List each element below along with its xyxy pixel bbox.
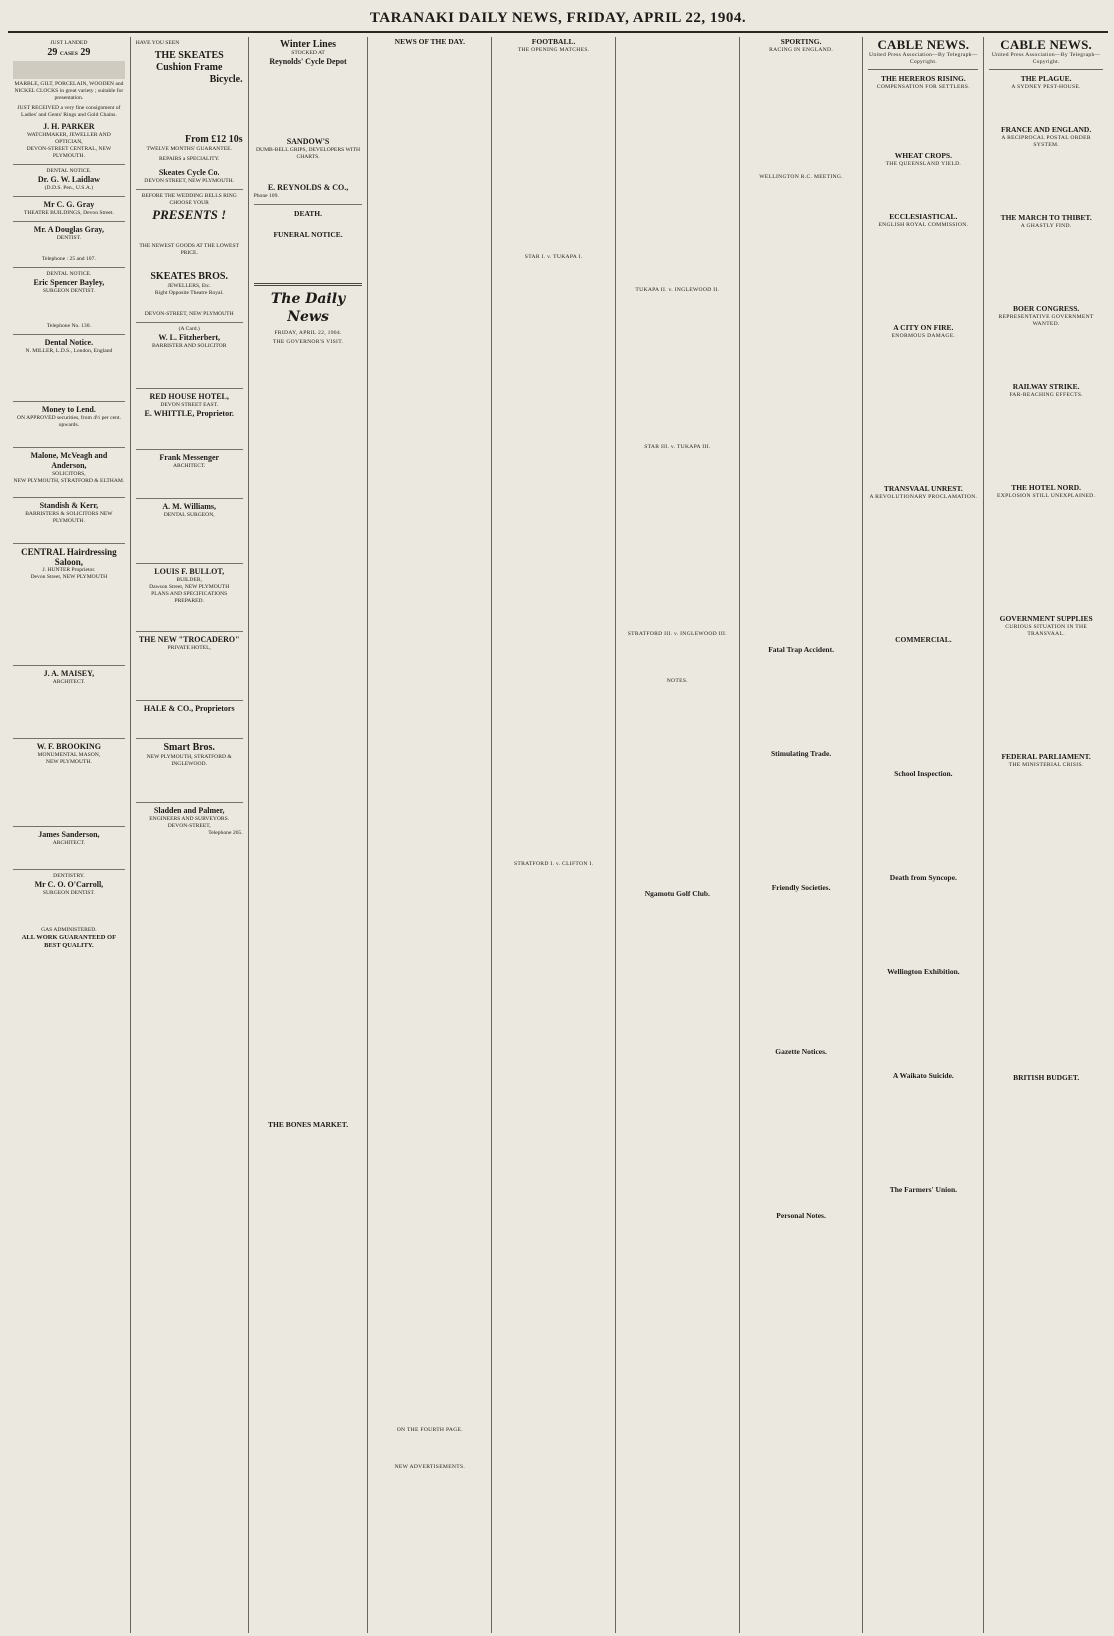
ad-smart-name: Smart Bros.: [163, 742, 215, 753]
ad-sanderson: [13, 827, 125, 870]
ad-carroll: [13, 870, 125, 954]
football-sub: THE OPENING MATCHES.: [517, 47, 590, 53]
ecclesiastical-heading: ECCLESIASTICAL.: [889, 212, 958, 221]
ad-carroll-name: Mr C. O. O'Carroll,: [34, 880, 104, 889]
federal-parliament-sub: THE MINISTERIAL CRISIS.: [1008, 762, 1084, 768]
railway-strike-sub: FAR-REACHING EFFECTS.: [1009, 392, 1083, 398]
ad-bayley: [13, 268, 125, 335]
news-of-day-heading: NEWS OF THE DAY.: [394, 37, 465, 46]
ad-williams: [136, 499, 243, 564]
ad-clocks-body: MARBLE, GILT, PORCELAIN, WOODEN and NICKEL CLOCKS in great variety ; suitable for presentation.: [14, 81, 124, 101]
bones-market-heading: THE BONES MARKET.: [267, 1120, 349, 1130]
cable-news-sub-2: United Press Association—By Telegraph—Copyright.: [991, 52, 1101, 65]
ad-reynolds-name: E. REYNOLDS & CO.,: [267, 183, 349, 192]
ad-winter-store: Reynolds' Cycle Depot: [269, 57, 347, 66]
columns: [8, 37, 1108, 1633]
ad-carroll-foot2: ALL WORK GUARANTEED OF BEST QUALITY.: [21, 934, 117, 949]
ad-carroll-foot: GAS ADMINISTERED.: [41, 927, 97, 933]
ad-malone: [13, 448, 125, 498]
ad-dental-sub: N. MILLER, L.D.S., London, England: [25, 348, 113, 354]
ad-skeates-title2: Bicycle.: [209, 74, 243, 85]
ad-messenger: [136, 450, 243, 499]
ad-sladden: [136, 803, 243, 841]
ad-trocadero-name: THE NEW "TROCADERO": [138, 635, 240, 644]
ad-red-house: [136, 389, 243, 450]
ad-brooking-sub: MONUMENTAL MASON,: [37, 752, 101, 758]
commercial-heading: COMMERCIAL.: [895, 635, 952, 644]
ecclesiastical-sub: ENGLISH ROYAL COMMISSION.: [878, 222, 969, 228]
football-notes-heading: NOTES.: [666, 678, 688, 684]
ad-parker-sub: WATCHMAKER, JEWELLER AND OPTICIAN,: [27, 132, 111, 145]
ad-presents: [136, 190, 243, 323]
ad-williams-name: A. M. Williams,: [162, 502, 217, 511]
ad-clocks-lead: JUST LANDED: [50, 40, 88, 46]
ad-red-house-prop: E. WHITTLE, Proprietor.: [144, 409, 234, 418]
ad-carroll-sub: SURGEON DENTIST.: [42, 890, 95, 896]
ad-skeates-title: THE SKEATES Cushion Frame: [154, 50, 224, 73]
hereros-heading: THE HEREROS RISING.: [880, 74, 966, 83]
ad-fitz-sub: BARRISTER AND SOLICITOR: [151, 343, 227, 349]
racing-england-sub: RACING IN ENGLAND.: [769, 47, 834, 53]
ad-skeates-cycle: [136, 37, 243, 190]
plague-heading: THE PLAGUE.: [1020, 74, 1072, 83]
ad-parker-addr: DEVON-STREET CENTRAL, NEW PLYMOUTH.: [26, 146, 112, 159]
ad-brooking-name: W. F. BROOKING: [36, 742, 102, 751]
ad-sladden-name: Sladden and Palmer,: [153, 806, 225, 815]
ad-sanderson-sub: ARCHITECT.: [52, 840, 86, 846]
paper-dateline: FRIDAY, APRIL 22, 1904.: [274, 330, 342, 337]
column-9: [984, 37, 1108, 1633]
death-text: [254, 219, 363, 226]
ad-skeates-guarantee: TWELVE MONTHS' GUARANTEE.: [146, 146, 232, 152]
ad-douglas-gray: [13, 222, 125, 268]
gazette-heading: Gazette Notices.: [775, 1047, 827, 1056]
ad-maisey-name: J. A. MAISEY,: [43, 669, 95, 678]
wellington-rc-heading: WELLINGTON R.C. MEETING.: [759, 174, 843, 180]
farmers-union-heading: The Farmers' Union.: [889, 1185, 957, 1194]
column-3: [249, 37, 369, 1633]
ad-bullot: [136, 564, 243, 632]
ad-fitz-card: (A Card.): [178, 326, 200, 332]
plague-sub: A SYDNEY PEST-HOUSE.: [1011, 84, 1081, 90]
boer-congress-sub: REPRESENTATIVE GOVERNMENT WANTED.: [998, 314, 1094, 327]
ad-douglas-sub: DENTIST.: [56, 235, 82, 241]
masthead: TARANAKI DAILY NEWS, FRIDAY, APRIL 22, 1904.: [8, 8, 1108, 33]
ad-central: [13, 544, 125, 666]
ad-messenger-sub: ARCHITECT.: [173, 463, 206, 469]
ad-bayley-label: DENTAL NOTICE.: [46, 271, 92, 277]
ad-gray-name: Mr C. G. Gray: [43, 200, 95, 209]
match-tukapa-inglewood: TUKAPA II. v. INGLEWOOD II.: [635, 287, 720, 293]
thibet-heading: THE MARCH TO THIBET.: [1000, 213, 1092, 222]
ad-maisey-sub: ARCHITECT.: [52, 679, 86, 685]
ad-douglas-phone: Telephone : 25 and 107.: [41, 256, 96, 262]
ad-malone-addr: NEW PLYMOUTH, STRATFORD & ELTHAM.: [13, 478, 125, 484]
ad-winter-sub: STOCKED AT: [291, 50, 325, 56]
ad-reynolds-phone: Phone 109.: [253, 193, 279, 199]
syncope-heading: Death from Syncope.: [889, 873, 957, 882]
ad-sandow-sub: DUMB-BELL GRIPS, DEVELOPERS WITH CHARTS.: [255, 147, 361, 160]
sporting-heading: SPORTING.: [780, 37, 822, 46]
hotel-nord-sub: EXPLOSION STILL UNEXPLAINED.: [997, 493, 1096, 499]
ad-rings-body: JUST RECEIVED a very fine consignment of Ladies' and Gents' Rings and Gold Chains.: [17, 105, 121, 118]
railway-strike-heading: RAILWAY STRIKE.: [1012, 382, 1080, 391]
ad-skeates-bros-addr: Right Opposite Theatre Royal.: [154, 290, 224, 296]
ad-winter-title: Winter Lines: [280, 39, 337, 50]
city-fire-sub: ENORMOUS DAMAGE.: [891, 333, 956, 339]
ad-dental-notice: [13, 335, 125, 402]
ad-sladden-addr: DEVON-STREET,: [167, 823, 211, 829]
column-8: [863, 37, 984, 1633]
match-stratford-inglewood: STRATFORD III. v. INGLEWOOD III.: [627, 631, 727, 637]
column-6: [616, 37, 740, 1633]
transvaal-sub: A REVOLUTIONARY PROCLAMATION.: [869, 494, 978, 500]
hereros-sub: COMPENSATION FOR SETTLERS.: [876, 84, 970, 90]
france-england-sub: A RECIPROCAL POSTAL ORDER SYSTEM.: [1001, 135, 1091, 148]
death-heading: DEATH.: [294, 209, 323, 218]
ad-skeates-co-name: Skeates Cycle Co.: [158, 168, 220, 177]
transvaal-heading: TRANSVAAL UNREST.: [883, 484, 963, 493]
ad-brooking-addr: NEW PLYMOUTH.: [45, 759, 92, 765]
city-fire-heading: A CITY ON FIRE.: [893, 323, 954, 332]
match-star-tukapa-iii: STAR III. v. TUKAPA III.: [644, 444, 711, 450]
column-2: [131, 37, 249, 1633]
federal-parliament-heading: FEDERAL PARLIAMENT.: [1001, 752, 1091, 761]
ad-money-sub: ON APPROVED securities, from 4½ per cent. upwards.: [16, 415, 121, 428]
friendly-societies-heading: Friendly Societies.: [771, 883, 831, 892]
ad-brooking: [13, 739, 125, 827]
ad-douglas-name: Mr. A Douglas Gray,: [33, 225, 104, 234]
waikato-heading: A Waikato Suicide.: [892, 1071, 954, 1080]
ad-smart: [136, 739, 243, 803]
wheat-heading: WHEAT CROPS.: [894, 151, 952, 160]
ad-bayley-sub: SURGEON DENTIST.: [42, 288, 95, 294]
gov-supplies-sub: CURIOUS SITUATION IN THE TRANSVAAL.: [1005, 624, 1088, 637]
ad-winter: [254, 37, 363, 205]
column-7: [740, 37, 864, 1633]
ad-red-house-name: RED HOUSE HOTEL,: [149, 392, 229, 401]
ad-trocadero: [136, 632, 243, 701]
ad-fitz-name: W. L. Fitzherbert,: [158, 333, 221, 342]
new-ads-heading: NEW ADVERTISEMENTS.: [394, 1464, 466, 1470]
ad-maisey: [13, 666, 125, 739]
boer-congress-heading: BOER CONGRESS.: [1012, 304, 1080, 313]
ad-trocadero-sub: PRIVATE HOTEL,: [167, 645, 211, 651]
ad-sladden-phone: Telephone 265.: [208, 830, 243, 836]
ad-hale: [136, 701, 243, 739]
ad-laidlaw-name: Dr. G. W. Laidlaw: [37, 175, 100, 184]
ad-red-house-addr: DEVON STREET EAST.: [160, 402, 219, 408]
thibet-sub: A GHASTLY FIND.: [1020, 223, 1072, 229]
wheat-sub: THE QUEENSLAND YIELD.: [885, 161, 962, 167]
personal-notes-heading: Personal Notes.: [776, 1211, 826, 1220]
stimulating-trade-heading: Stimulating Trade.: [771, 749, 832, 758]
school-inspection-heading: School Inspection.: [894, 769, 953, 778]
ad-standish: [13, 498, 125, 544]
cable-news-heading-2: CABLE NEWS.: [1000, 37, 1093, 52]
ad-clocks: [13, 37, 125, 165]
ad-gray: [13, 197, 125, 222]
ad-money-name: Money to Lend.: [41, 405, 96, 414]
exhibition-heading: Wellington Exhibition.: [887, 967, 960, 976]
match-star-tukapa: STAR I. v. TUKAPA I.: [524, 254, 583, 260]
ad-sandow-name: SANDOW'S: [286, 137, 330, 146]
column-5: [492, 37, 616, 1633]
ad-skeates-price: From £12 10s: [185, 134, 243, 145]
football-heading: FOOTBALL.: [531, 37, 576, 46]
ad-malone-sub: SOLICITORS,: [52, 471, 86, 477]
golf-heading: Ngamotu Golf Club.: [644, 889, 710, 898]
ad-williams-sub: DENTAL SURGEON,: [163, 512, 215, 518]
column-1: [8, 37, 131, 1633]
ad-skeates-repairs: REPAIRS a SPECIALITY.: [158, 156, 220, 162]
ad-skeates-co-addr: DEVON STREET, NEW PLYMOUTH.: [144, 178, 235, 184]
fatal-trap-heading: Fatal Trap Accident.: [768, 645, 834, 654]
blurred-print: [13, 61, 125, 79]
ad-bullot-plans: PLANS AND SPECIFICATIONS PREPARED.: [151, 591, 228, 604]
ad-presents-title: PRESENTS !: [152, 207, 227, 222]
cable-news-heading: CABLE NEWS.: [877, 37, 970, 52]
ad-bullot-addr: Dawson Street, NEW PLYMOUTH: [149, 584, 230, 590]
ad-hale-name: HALE & CO., Proprietors: [143, 704, 235, 713]
ad-standish-sub: BARRISTERS & SOLICITORS NEW PLYMOUTH.: [25, 511, 113, 524]
governor-visit-heading: THE GOVERNOR'S VISIT.: [272, 339, 344, 346]
ad-dental-name: Dental Notice.: [44, 338, 94, 347]
ad-smart-addr: NEW PLYMOUTH, STRATFORD & INGLEWOOD.: [146, 754, 232, 767]
gov-supplies-heading: GOVERNMENT SUPPLIES: [999, 614, 1093, 623]
ad-skeates-bros-foot: DEVON-STREET, NEW PLYMOUTH: [144, 311, 234, 317]
ad-fitzherbert: [136, 323, 243, 389]
ad-central-name: CENTRAL Hairdressing Saloon,: [21, 547, 117, 567]
ad-sanderson-name: James Sanderson,: [38, 830, 100, 839]
ad-bayley-name: Eric Spencer Bayley,: [33, 278, 105, 287]
british-budget-heading: BRITISH BUDGET.: [1013, 1073, 1080, 1082]
ad-gray-sub: THEATRE BUILDINGS, Devon Street.: [23, 210, 114, 216]
ad-laidlaw-sub: (D.D.S. Pen., U.S.A.): [44, 185, 94, 191]
hotel-nord-heading: THE HOTEL NORD.: [1011, 483, 1082, 492]
ad-skeates-bros-name: SKEATES BROS.: [150, 271, 228, 282]
match-stratford-clifton: STRATFORD I. v. CLIFTON I.: [513, 861, 594, 867]
ad-bullot-sub: BUILDER,: [176, 577, 203, 583]
ad-presents-sub: THE NEWEST GOODS AT THE LOWEST PRICE.: [139, 243, 239, 256]
ad-carroll-label: DENTISTRY.: [53, 873, 85, 879]
paper-logo: The Daily News: [270, 291, 346, 326]
ad-laidlaw-label: DENTAL NOTICE.: [46, 168, 92, 174]
ad-bayley-phone: Telephone No. 130.: [46, 323, 91, 329]
ad-skeates-bros-sub: JEWELLERS, Etc.: [167, 283, 211, 289]
ad-central-addr: Devon Street, NEW PLYMOUTH: [30, 574, 108, 580]
ad-bullot-name: LOUIS F. BULLOT,: [154, 567, 225, 576]
ad-skeates-lead: HAVE YOU SEEN: [135, 40, 180, 46]
funeral-heading: FUNERAL NOTICE.: [273, 230, 343, 240]
ad-parker-name: J. H. PARKER: [43, 122, 95, 131]
france-england-heading: FRANCE AND ENGLAND.: [1001, 125, 1092, 134]
ad-malone-name: Malone, McVeagh and Anderson,: [30, 451, 108, 470]
ad-central-sub: J. HUNTER Proprietor.: [42, 567, 96, 573]
ad-sladden-sub: ENGINEERS AND SURVEYORS.: [149, 816, 230, 822]
ad-standish-name: Standish & Kerr,: [39, 501, 99, 510]
ad-messenger-name: Frank Messenger: [159, 453, 220, 462]
cable-news-sub: United Press Association—By Telegraph—Copyright.: [869, 52, 978, 65]
column-4: [368, 37, 492, 1633]
ad-presents-lead: BEFORE THE WEDDING BELLS RING CHOOSE YOUR: [141, 193, 237, 206]
ad-clocks-cases: 29 CASES 29: [47, 47, 91, 58]
ad-laidlaw: [13, 165, 125, 197]
fourth-page-heading: ON THE FOURTH PAGE.: [396, 1427, 463, 1433]
ad-money: [13, 402, 125, 448]
